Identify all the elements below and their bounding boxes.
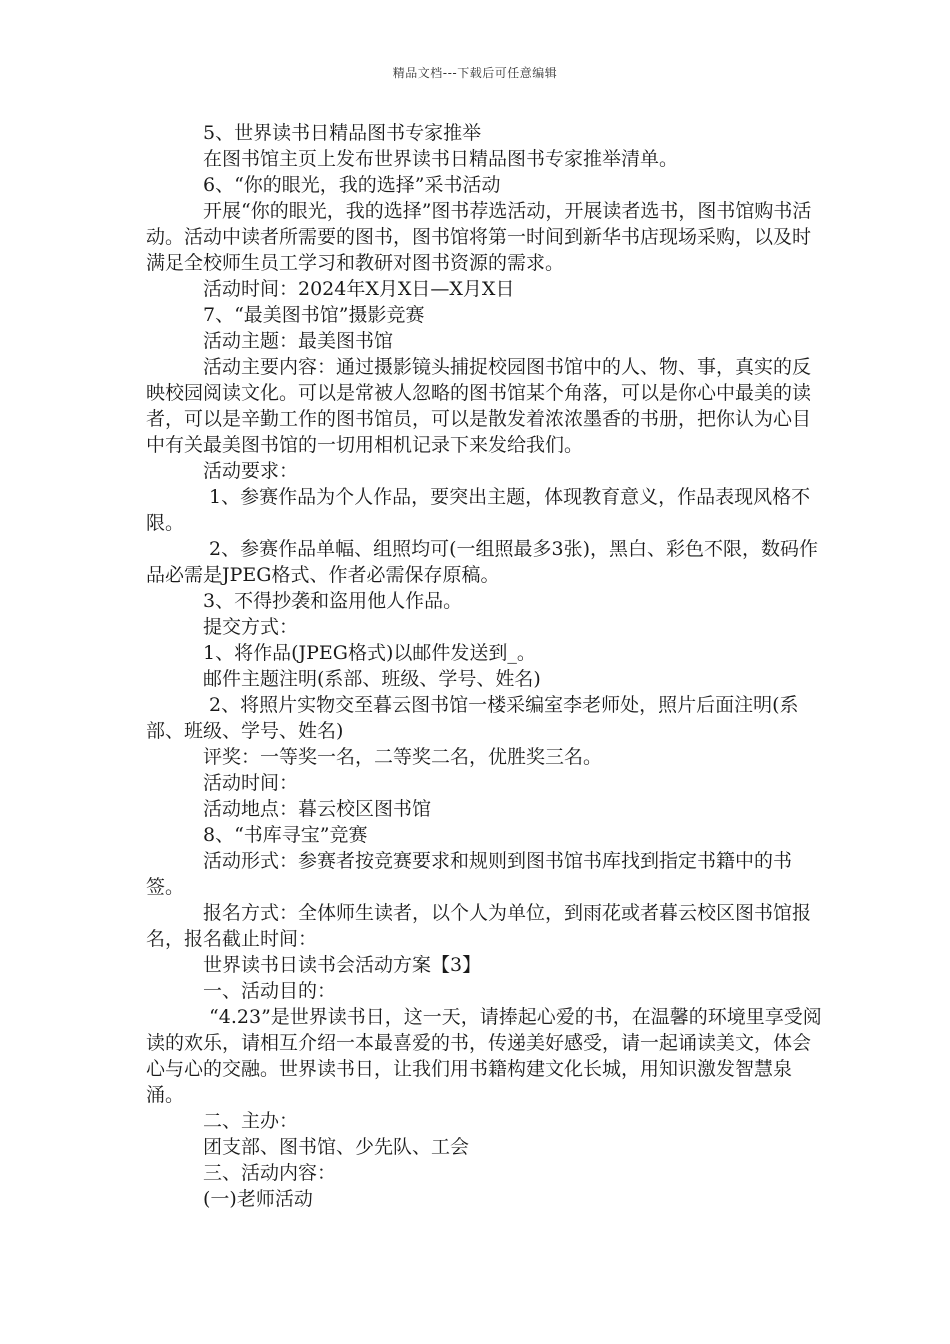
paragraph: 2、将照片实物交至暮云图书馆一楼采编室李老师处，照片后面注明(系部、班级、学号、姓名) [146,694,799,742]
paragraph: 二、主办： [203,1110,299,1132]
paragraph: 5、世界读书日精品图书专家推举 [203,122,482,144]
paragraph: 团支部、图书馆、少先队、工会 [203,1136,470,1158]
paragraph: 6、“你的眼光，我的选择”采书活动 [203,174,501,196]
paragraph: (一)老师活动 [203,1188,313,1210]
paragraph: 邮件主题注明(系部、班级、学号、姓名) [203,668,541,690]
document-body [146,120,822,1212]
paragraph: 7、“最美图书馆”摄影竞赛 [203,304,425,326]
paragraph: 8、“书库寻宝”竞赛 [203,824,368,846]
paragraph: 报名方式：全体师生读者，以个人为单位，到雨花或者暮云校区图书馆报名，报名截止时间： [146,902,812,950]
paragraph: 活动时间：2024年X月X日—X月X日 [203,278,515,300]
paragraph: 1、参赛作品为个人作品，要突出主题，体现教育意义，作品表现风格不限。 [146,486,811,534]
paragraph: 一、活动目的： [203,980,337,1002]
paragraph: 活动要求： [203,460,299,482]
paragraph: 活动主要内容：通过摄影镜头捕捉校园图书馆中的人、物、事，真实的反映校园阅读文化。可以是常被人忽略的图书馆某个角落，可以是你心中最美的读者，可以是辛勤工作的图书馆员，可以是散发着浓浓墨香的书册，把你认为心目中有关最美图书馆的一切用相机记录下来发给我们。 [146,356,812,456]
paragraph: 活动地点：暮云校区图书馆 [203,798,432,820]
paragraph: 评奖：一等奖一名，二等奖二名，优胜奖三名。 [203,746,603,768]
paragraph: 在图书馆主页上发布世界读书日精品图书专家推举清单。 [203,148,679,170]
paragraph: “4.23”是世界读书日，这一天，请捧起心爱的书，在温馨的环境里享受阅读的欢乐，请相互介绍一本最喜爱的书，传递美好感受，请一起诵读美文，体会心与心的交融。世界读书日，让我们用书籍构建文化长城，用知识激发智慧泉涌。 [146,1006,822,1106]
paragraph: 活动主题：最美图书馆 [203,330,394,352]
paragraph: 活动时间： [203,772,299,794]
paragraph: 1、将作品(JPEG格式)以邮件发送到_。 [203,642,536,664]
paragraph: 2、参赛作品单幅、组照均可(一组照最多3张)，黑白、彩色不限，数码作品必需是JPEG格式、作者必需保存原稿。 [146,538,819,586]
paragraph: 三、活动内容： [203,1162,337,1184]
paragraph: 提交方式： [203,616,299,638]
paragraph: 开展“你的眼光，我的选择”图书荐选活动，开展读者选书，图书馆购书活动。活动中读者所需要的图书，图书馆将第一时间到新华书店现场采购，以及时满足全校师生员工学习和教研对图书资源的需求。 [146,200,812,274]
section-title: 世界读书日读书会活动方案【3】 [203,954,482,976]
paragraph: 活动形式：参赛者按竞赛要求和规则到图书馆书库找到指定书籍中的书签。 [146,850,793,898]
header-note: 精品文档---下载后可任意编辑 [392,66,558,80]
paragraph: 3、不得抄袭和盗用他人作品。 [203,590,463,612]
